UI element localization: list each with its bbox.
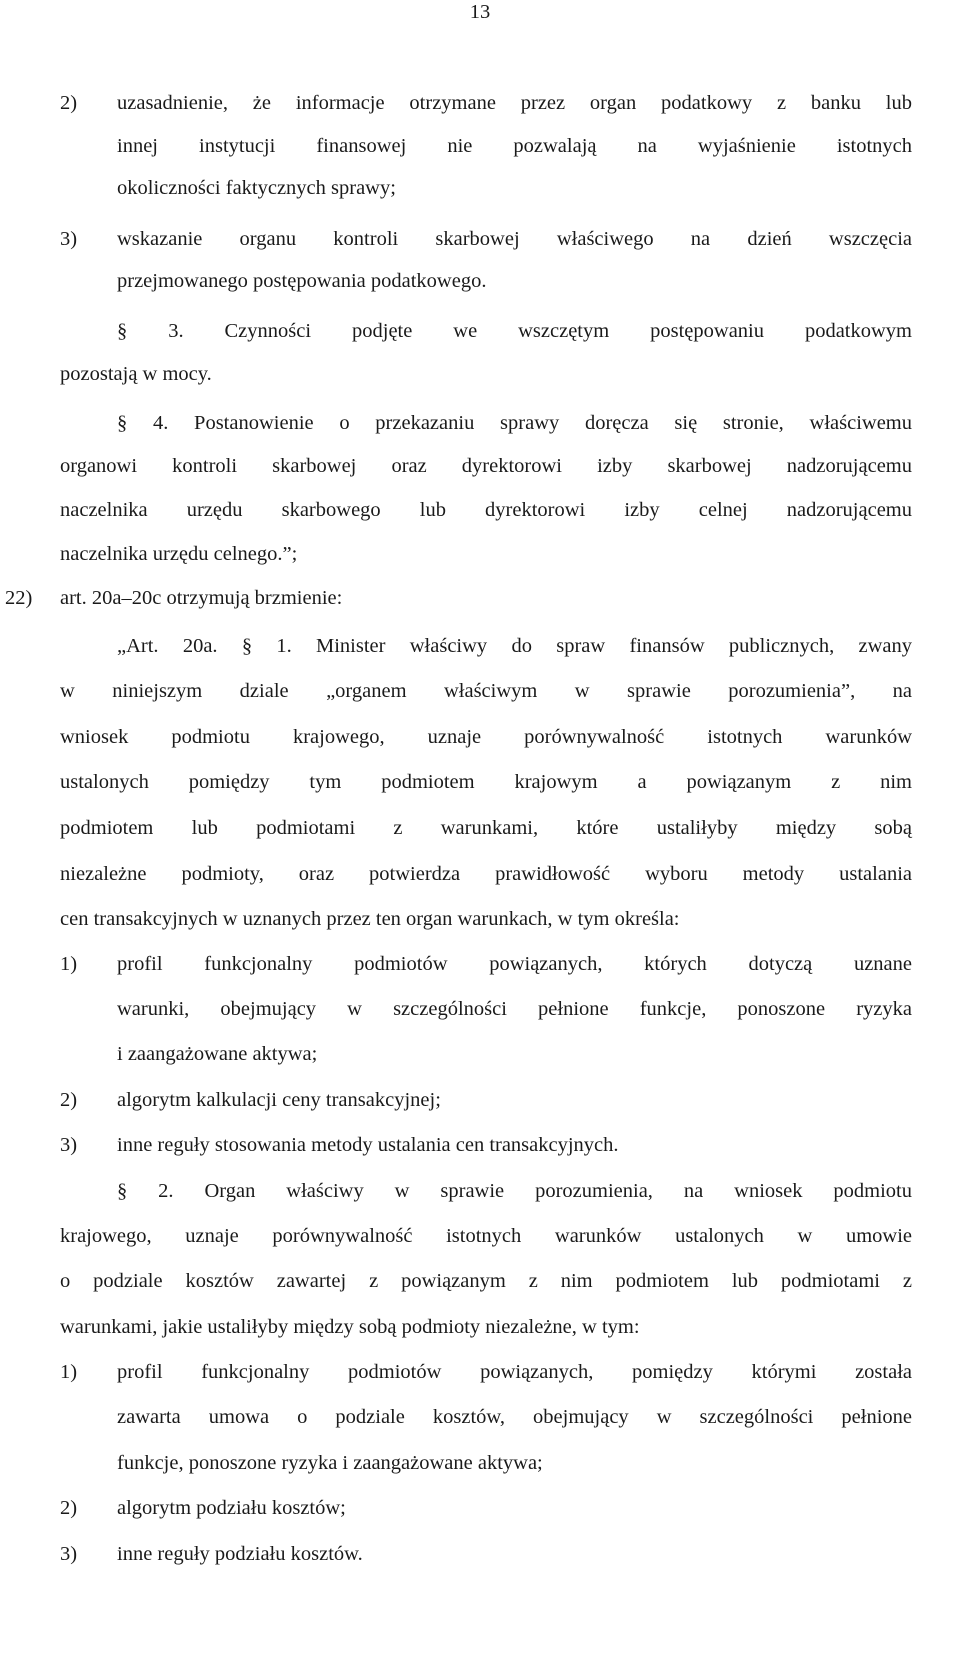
text-line: „Art. 20a. § 1. Minister właściwy do spraw finansów publicznych, zwany <box>117 635 912 657</box>
text-line: cen transakcyjnych w uznanych przez ten organ warunkach, w tym określa: <box>60 908 680 930</box>
text-line: § 4. Postanowienie o przekazaniu sprawy doręcza się stronie, właściwemu <box>117 412 912 434</box>
text-line: wskazanie organu kontroli skarbowej właściwego na dzień wszczęcia <box>117 228 912 250</box>
text-line: funkcje, ponoszone ryzyka i zaangażowane aktywa; <box>117 1452 543 1474</box>
list-number: 3) <box>60 1543 78 1565</box>
text-line: profil funkcjonalny podmiotów powiązanych, których dotyczą uznane <box>117 953 912 975</box>
text-line: art. 20a–20c otrzymują brzmienie: <box>60 587 343 609</box>
text-line: i zaangażowane aktywa; <box>117 1043 318 1065</box>
list-number: 2) <box>60 1497 78 1519</box>
text-line: niezależne podmioty, oraz potwierdza prawidłowość wyboru metody ustalania <box>60 863 912 885</box>
page-number: 13 <box>469 1 491 23</box>
text-line: algorytm podziału kosztów; <box>117 1497 346 1519</box>
text-line: o podziale kosztów zawartej z powiązanym z nim podmiotem lub podmiotami z <box>60 1270 912 1292</box>
text-line: zawarta umowa o podziale kosztów, obejmujący w szczególności pełnione <box>117 1406 912 1428</box>
text-line: naczelnika urzędu celnego.”; <box>60 543 298 565</box>
text-line: § 3. Czynności podjęte we wszczętym postępowaniu podatkowym <box>117 320 912 342</box>
text-line: ustalonych pomiędzy tym podmiotem krajowym a powiązanym z nim <box>60 771 912 793</box>
text-line: uzasadnienie, że informacje otrzymane przez organ podatkowy z banku lub <box>117 92 912 114</box>
text-line: profil funkcjonalny podmiotów powiązanych, pomiędzy którymi została <box>117 1361 912 1383</box>
text-line: innej instytucji finansowej nie pozwalają na wyjaśnienie istotnych <box>117 135 912 157</box>
text-line: algorytm kalkulacji ceny transakcyjnej; <box>117 1089 441 1111</box>
list-number: 22) <box>5 587 33 609</box>
list-number: 1) <box>60 953 78 975</box>
list-number: 2) <box>60 92 78 114</box>
text-line: okoliczności faktycznych sprawy; <box>117 177 396 199</box>
text-line: warunki, obejmujący w szczególności pełnione funkcje, ponoszone ryzyka <box>117 998 912 1020</box>
list-number: 1) <box>60 1361 78 1383</box>
list-number: 2) <box>60 1089 78 1111</box>
text-line: w niniejszym dziale „organem właściwym w sprawie porozumienia”, na <box>60 680 912 702</box>
text-line: wniosek podmiotu krajowego, uznaje porównywalność istotnych warunków <box>60 726 912 748</box>
text-line: krajowego, uznaje porównywalność istotnych warunków ustalonych w umowie <box>60 1225 912 1247</box>
text-line: inne reguły podziału kosztów. <box>117 1543 363 1565</box>
text-line: inne reguły stosowania metody ustalania cen transakcyjnych. <box>117 1134 619 1156</box>
text-line: podmiotem lub podmiotami z warunkami, które ustaliłyby między sobą <box>60 817 912 839</box>
list-number: 3) <box>60 1134 78 1156</box>
text-line: pozostają w mocy. <box>60 363 212 385</box>
text-line: warunkami, jakie ustaliłyby między sobą podmioty niezależne, w tym: <box>60 1316 640 1338</box>
text-line: naczelnika urzędu skarbowego lub dyrektorowi izby celnej nadzorującemu <box>60 499 912 521</box>
text-line: organowi kontroli skarbowej oraz dyrektorowi izby skarbowej nadzorującemu <box>60 455 912 477</box>
text-line: przejmowanego postępowania podatkowego. <box>117 270 487 292</box>
list-number: 3) <box>60 228 78 250</box>
text-line: § 2. Organ właściwy w sprawie porozumienia, na wniosek podmiotu <box>117 1180 912 1202</box>
